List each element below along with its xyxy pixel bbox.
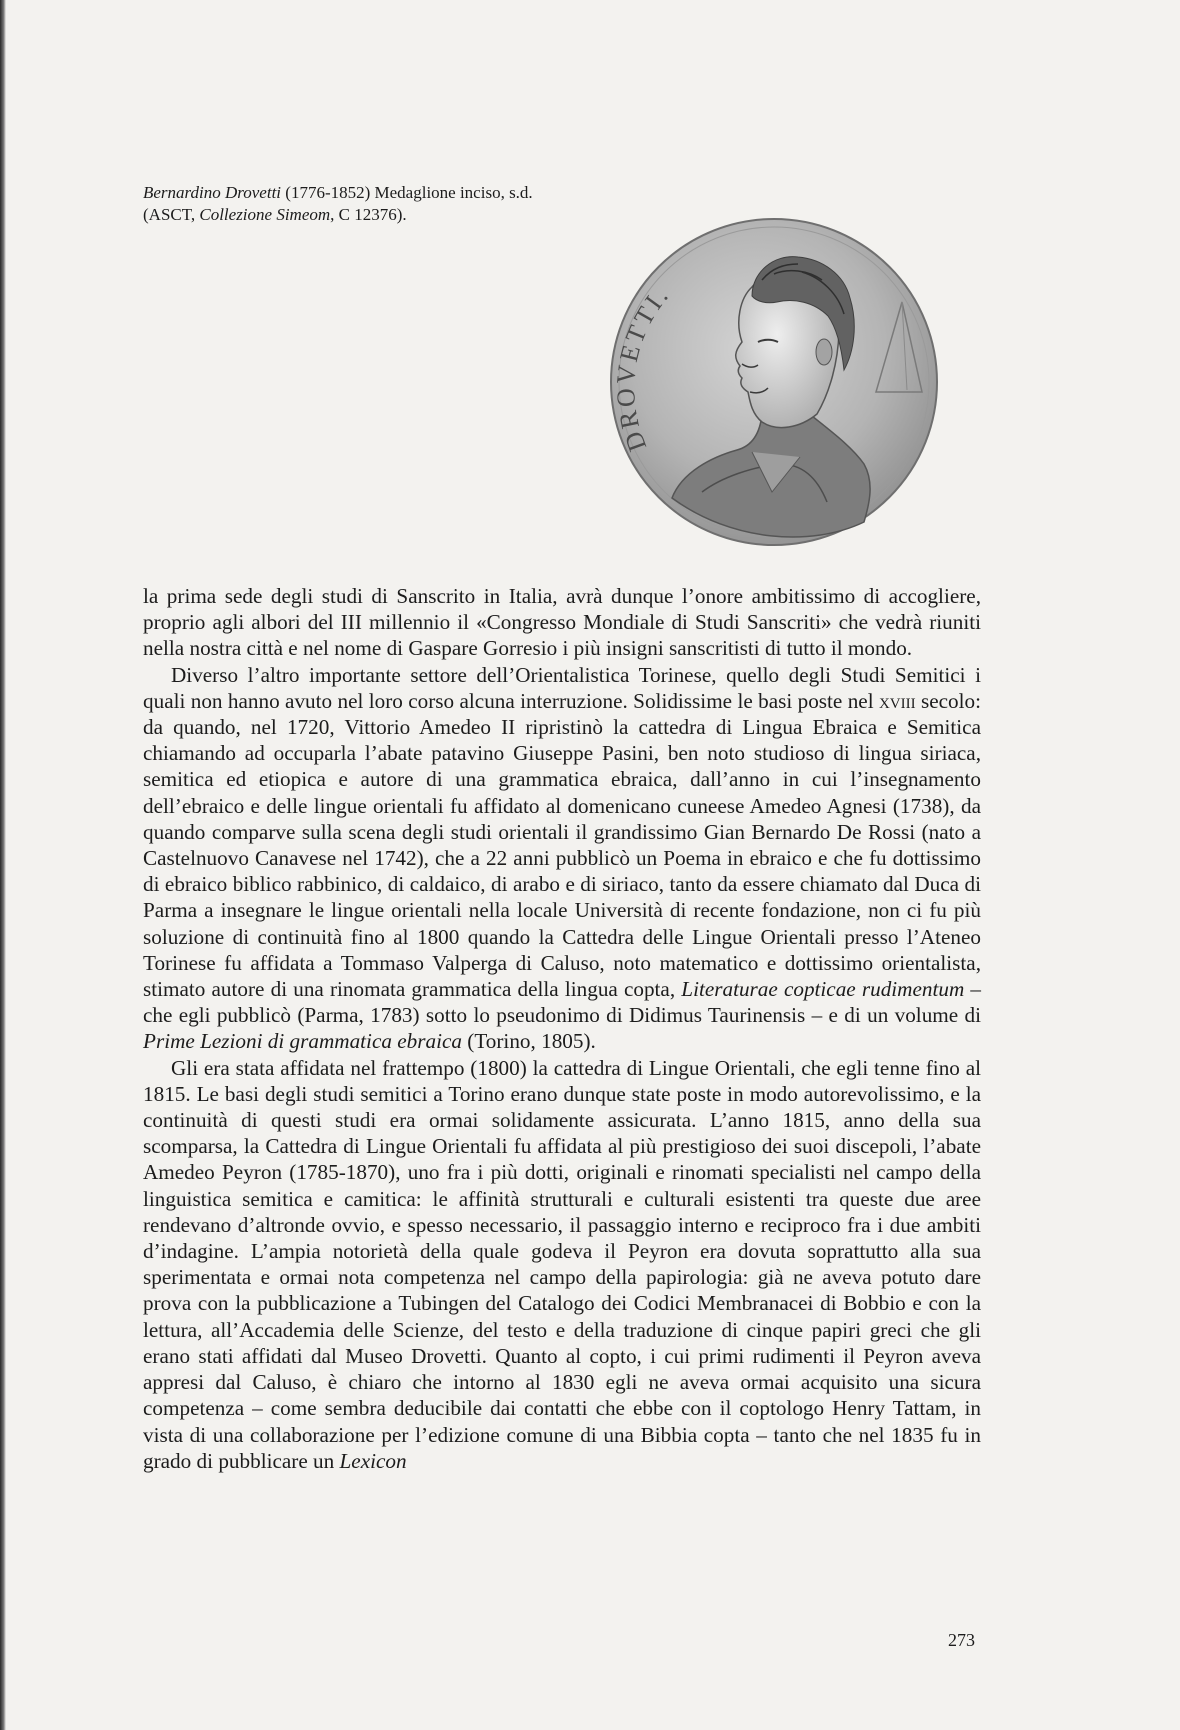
caption-text-2: , C 12376). <box>330 205 407 224</box>
paragraph-3 <box>143 1055 981 1474</box>
book-title-lexicon: Lexicon <box>339 1448 407 1473</box>
paragraph-1: la prima sede degli studi di Sanscrito in Italia, avrà dunque l’onore ambitissimo di accogliere, proprio agli albori del III millennio il «Congresso Mondiale di Studi Sanscriti» che vedrà riuniti nella nostra città e nel nome di Gaspare Gorresio i più insigni sanscritisti di tutto il mondo. <box>143 584 981 661</box>
medallion-figure <box>602 202 952 562</box>
century-numeral: xviii <box>878 688 916 713</box>
page-number: 273 <box>948 1630 975 1650</box>
caption-collection-name: Collezione Simeom <box>199 205 331 224</box>
paragraph-3-part-a: Gli era stata affidata nel frattempo (1800) la cattedra di Lingue Orientali, che egli tenne fino al 1815. Le basi degli studi semitici a Torino erano dunque state poste in modo autorevolissimo, e la continuità di questi studi era ormai solidamente assicurata. L’anno 1815, anno della sua scomparsa, la Cattedra di Lingue Orientali fu affidata al più prestigioso dei suoi discepoli, l’abate Amedeo Peyron (1785-1870), uno fra i più dotti, originali e rinomati specialisti nel campo della linguistica semitica e camitica: le affinità strutturali e culturali esistenti tra queste due aree rendevano d’altronde ovvio, e spesso necessario, il passaggio interno e reciproco fra i due ambiti d’indagine. L’ampia notorietà della quale godeva il Peyron era dovuta soprattutto alla sua sperimentata e ormai nota competenza nel campo della papirologia: già ne aveva potuto dare prova con la pubblicazione a Tubingen del Catalogo dei Codici Membranacei di Bobbio e con la lettura, all’Accademia delle Scienze, del testo e della traduzione di cinque papiri greci che gli erano stati affidati dal Museo Drovetti. Quanto al copto, i cui primi rudimenti il Peyron aveva appresi dal Caluso, è chiaro che intorno al 1830 egli ne aveva ormai acquisito una sicura competenza – come sembra deducibile dai contatti che ebbe con il coptologo Henry Tattam, in vista di una collaborazione per l’edizione comune di una Bibbia copta – tanto che nel 1835 fu in grado di pubblicare un <box>143 1055 981 1473</box>
scan-edge-shadow <box>0 0 6 1730</box>
book-title-literaturae: Literaturae copticae rudimentum <box>681 977 965 1002</box>
paragraph-2-part-c: – che egli pubblicò (Parma, 1783) sotto lo pseudonimo di Didimus Taurinensis – e di un volume di <box>143 977 981 1028</box>
book-title-prime-lezioni: Prime Lezioni di grammatica ebraica <box>143 1029 462 1054</box>
medallion-inscription: DROVETTI. <box>610 279 676 456</box>
paragraph-2-part-a: Diverso l’altro importante settore dell’Orientalistica Torinese, quello degli Studi Semitici i quali non hanno avuto nel loro corso alcuna interruzione. Solidissime le basi poste nel <box>143 662 981 713</box>
body-text <box>143 583 981 1474</box>
caption-subject-name: Bernardino Drovetti <box>143 183 282 202</box>
figure-caption <box>143 182 563 226</box>
caption-text-1: (1776-1852) Medaglione inciso, s.d. (ASCT, <box>143 183 533 224</box>
paragraph-2-part-d: (Torino, 1805). <box>461 1029 596 1054</box>
paragraph-2 <box>143 662 981 1055</box>
paragraph-2-part-b: secolo: da quando, nel 1720, Vittorio Amedeo II ripristinò la cattedra di Lingua Ebraica e Semitica chiamando ad occuparla l’abate patavino Giuseppe Pasini, ben noto studioso di lingua siriaca, semitica ed etiopica e autore di una grammatica ebraica, dall’anno in cui l’insegnamento dell’ebraico e delle lingue orientali fu affidato al domenicano cuneese Amedeo Agnesi (1738), da quando comparve sulla scena degli studi orientali il grandissimo Gian Bernardo De Rossi (nato a Castelnuovo Canavese nel 1742), che a 22 anni pubblicò un Poema in ebraico e che fu dottissimo di ebraico biblico rabbinico, di caldaico, di arabo e di siriaco, tanto da essere chiamato dal Duca di Parma a insegnare le lingue orientali nella locale Università di recente fondazione, non ci fu più soluzione di continuità fino al 1800 quando la Cattedra delle Lingue Orientali presso l’Ateneo Torinese fu affidata a Tommaso Valperga di Caluso, noto matematico e dottissimo orientalista, stimato autore di una rinomata grammatica della lingua copta, <box>143 688 982 1002</box>
drovetti-medallion-image <box>602 202 952 562</box>
